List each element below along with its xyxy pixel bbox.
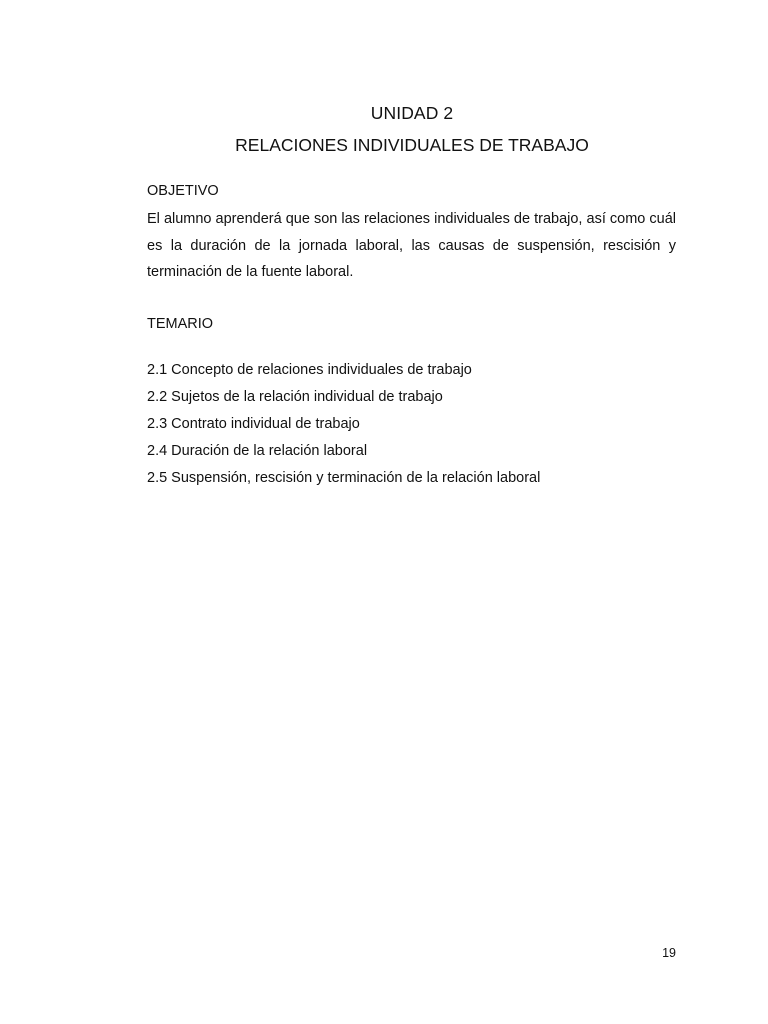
objective-paragraph: El alumno aprenderá que son las relaciones individuales de trabajo, así como cuál es la duración de la jornada laboral, las causas de suspensión, rescisión y terminación de la fuente laboral. [147, 211, 676, 280]
objective-heading: OBJETIVO [147, 183, 219, 199]
syllabus-item: 2.2 Sujetos de la relación individual de trabajo [147, 389, 443, 405]
syllabus-heading: TEMARIO [147, 316, 214, 332]
syllabus-list [147, 359, 540, 494]
syllabus-item: 2.1 Concepto de relaciones individuales de trabajo [147, 362, 472, 378]
unit-title: UNIDAD 2 [370, 103, 454, 123]
page-number: 19 [662, 946, 676, 960]
unit-subtitle: RELACIONES INDIVIDUALES DE TRABAJO [235, 135, 589, 155]
syllabus-item: 2.5 Suspensión, rescisión y terminación de la relación laboral [147, 470, 541, 486]
syllabus-item: 2.4 Duración de la relación laboral [147, 443, 368, 459]
syllabus-item: 2.3 Contrato individual de trabajo [147, 416, 360, 432]
